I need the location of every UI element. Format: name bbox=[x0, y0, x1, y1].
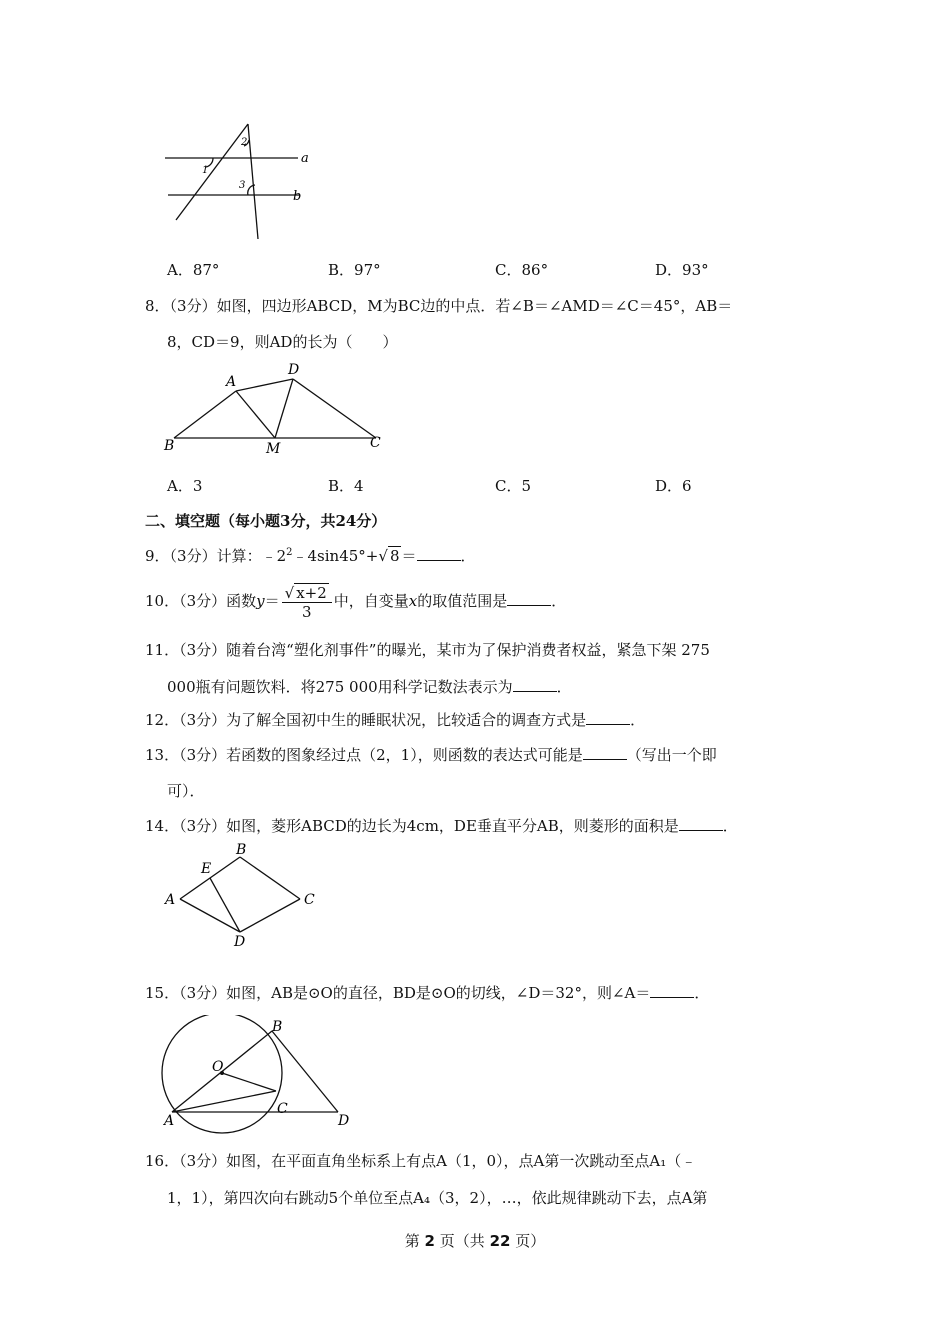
label-B: B bbox=[236, 842, 247, 858]
label-b: b bbox=[293, 189, 302, 204]
q13-answer-blank[interactable] bbox=[583, 745, 627, 760]
q16-stem-line2: 1，1），第四次向右跳动5个单位至点A₄（3，2），…，依此规律跳动下去，点A第 bbox=[167, 1189, 708, 1207]
section-title: 二、填空题（每小题3分，共24分） bbox=[145, 512, 387, 530]
q16-stem-line1: 16．（3分）如图，在平面直角坐标系上有点A（1，0），点A第一次跳动至点A₁（﹣ bbox=[145, 1152, 697, 1170]
q12-stem: 12．（3分）为了解全国初中生的睡眠状况，比较适合的调查方式是 ． bbox=[145, 711, 646, 729]
q8-option-a[interactable]: A．3 bbox=[167, 477, 203, 495]
q13-stem-line1 bbox=[145, 745, 717, 765]
q11-stem-line2: 000瓶有问题饮料．将275 000用科学记数法表示为 ． bbox=[167, 678, 572, 696]
q15-answer-blank[interactable] bbox=[650, 983, 694, 998]
q7-option-d[interactable]: D．93° bbox=[655, 261, 709, 279]
q10-fraction bbox=[282, 584, 332, 621]
q10-denominator: 3 bbox=[301, 602, 312, 621]
label-E: E bbox=[201, 861, 212, 877]
q15-text: 15．（3分）如图，AB是⊙O的直径，BD是⊙O的切线，∠D＝32°，则∠A＝ bbox=[145, 984, 651, 1002]
q10-var-x: x bbox=[408, 592, 418, 610]
footer-total: 22 bbox=[489, 1232, 511, 1250]
label-C: C bbox=[304, 892, 315, 908]
q10-eq: ＝ bbox=[264, 592, 280, 610]
q9-answer-blank[interactable] bbox=[417, 546, 461, 561]
q8-stem-line2: 8，CD＝9，则AD的长为（ ） bbox=[167, 333, 398, 351]
q12-text: 12．（3分）为了解全国初中生的睡眠状况，比较适合的调查方式是 bbox=[145, 711, 587, 729]
q11-line2-text: 000瓶有问题饮料．将275 000用科学记数法表示为 bbox=[167, 678, 513, 696]
q11-answer-blank[interactable] bbox=[513, 677, 557, 692]
q14-answer-blank[interactable] bbox=[679, 816, 723, 831]
q9-prefix: 9．（3分）计算：﹣2 bbox=[145, 547, 287, 565]
sqrt-symbol: √ bbox=[284, 583, 295, 602]
q8-option-c[interactable]: C．5 bbox=[495, 477, 532, 495]
q13-text: 13．（3分）若函数的图象经过点（2，1），则函数的表达式可能是 bbox=[145, 746, 583, 764]
label-B: B bbox=[272, 1019, 283, 1035]
label-A: A bbox=[164, 1113, 175, 1129]
q10-prefix: 10．（3分）函数 bbox=[145, 592, 257, 610]
label-A: A bbox=[165, 892, 176, 908]
q10-var-y: y bbox=[256, 592, 265, 610]
q9-middle: ﹣4sin45°+ bbox=[292, 547, 379, 565]
angle-1: 1 bbox=[202, 165, 209, 176]
q15-stem: 15．（3分）如图，AB是⊙O的直径，BD是⊙O的切线，∠D＝32°，则∠A＝ ． bbox=[145, 984, 710, 1002]
sqrt-symbol: √ bbox=[378, 547, 388, 565]
q14-stem: 14．（3分）如图，菱形ABCD的边长为4cm，DE垂直平分AB，则菱形的面积是 ． bbox=[145, 817, 738, 835]
q7-option-c[interactable]: C．86° bbox=[495, 261, 549, 279]
q9-suffix: ＝ bbox=[401, 547, 417, 565]
q9-radicand: 8 bbox=[389, 547, 400, 565]
q8-figure bbox=[160, 358, 390, 458]
label-O: O bbox=[212, 1059, 224, 1075]
q13-tail: （写出一个即 bbox=[626, 746, 717, 764]
label-M: M bbox=[266, 441, 281, 457]
label-B: B bbox=[164, 438, 175, 454]
q13-stem-line2: 可）． bbox=[167, 782, 205, 800]
footer-mid: 页（共 bbox=[439, 1232, 485, 1250]
transversal-right bbox=[248, 124, 258, 239]
q12-answer-blank[interactable] bbox=[586, 710, 630, 725]
q10-answer-blank[interactable] bbox=[507, 591, 551, 606]
q15-figure bbox=[160, 1015, 360, 1140]
transversal-left bbox=[176, 124, 248, 220]
q10-numerator: x+2 bbox=[296, 583, 327, 602]
q10-suffix: 的取值范围是 bbox=[417, 592, 508, 610]
label-C: C bbox=[370, 435, 381, 451]
q10-stem: 10．（3分）函数y＝ $\frac{√ x+2}{3}$ 中，自变量x的取值范围是 ． bbox=[145, 583, 567, 621]
q7-option-b[interactable]: B．97° bbox=[328, 261, 381, 279]
label-D: D bbox=[234, 934, 246, 950]
q11-stem-line1: 11．（3分）随着台湾“塑化剂事件”的曝光，某市为了保护消费者权益，紧急下架 275 bbox=[145, 641, 710, 659]
angle-3: 3 bbox=[239, 180, 246, 191]
label-a: a bbox=[301, 151, 309, 166]
q10-mid: 中，自变量 bbox=[333, 592, 409, 610]
q14-figure bbox=[160, 842, 330, 952]
q7-option-a[interactable]: A．87° bbox=[167, 261, 220, 279]
q14-text: 14．（3分）如图，菱形ABCD的边长为4cm，DE垂直平分AB，则菱形的面积是 bbox=[145, 817, 679, 835]
q8-option-b[interactable]: B．4 bbox=[328, 477, 364, 495]
q9-exponent: 2 bbox=[286, 547, 293, 558]
label-D: D bbox=[338, 1113, 350, 1129]
page-footer bbox=[0, 1230, 950, 1251]
footer-post: 页） bbox=[515, 1232, 546, 1250]
label-D: D bbox=[288, 362, 300, 378]
footer-pre: 第 bbox=[404, 1232, 420, 1250]
q9-stem: 9．（3分）计算：$﹣2^2﹣4\sin 45^\circ+√$ 8 ＝ ． bbox=[145, 547, 476, 565]
footer-page: 2 bbox=[424, 1232, 435, 1250]
label-A: A bbox=[226, 374, 237, 390]
angle-2: 2 bbox=[241, 137, 248, 148]
q8-stem-line1: 8．（3分）如图，四边形ABCD，M为BC边的中点．若∠B＝∠AMD＝∠C＝45°，AB＝ bbox=[145, 297, 733, 315]
q7-figure bbox=[160, 118, 320, 243]
label-C: C bbox=[277, 1101, 288, 1117]
q8-option-d[interactable]: D．6 bbox=[655, 477, 692, 495]
